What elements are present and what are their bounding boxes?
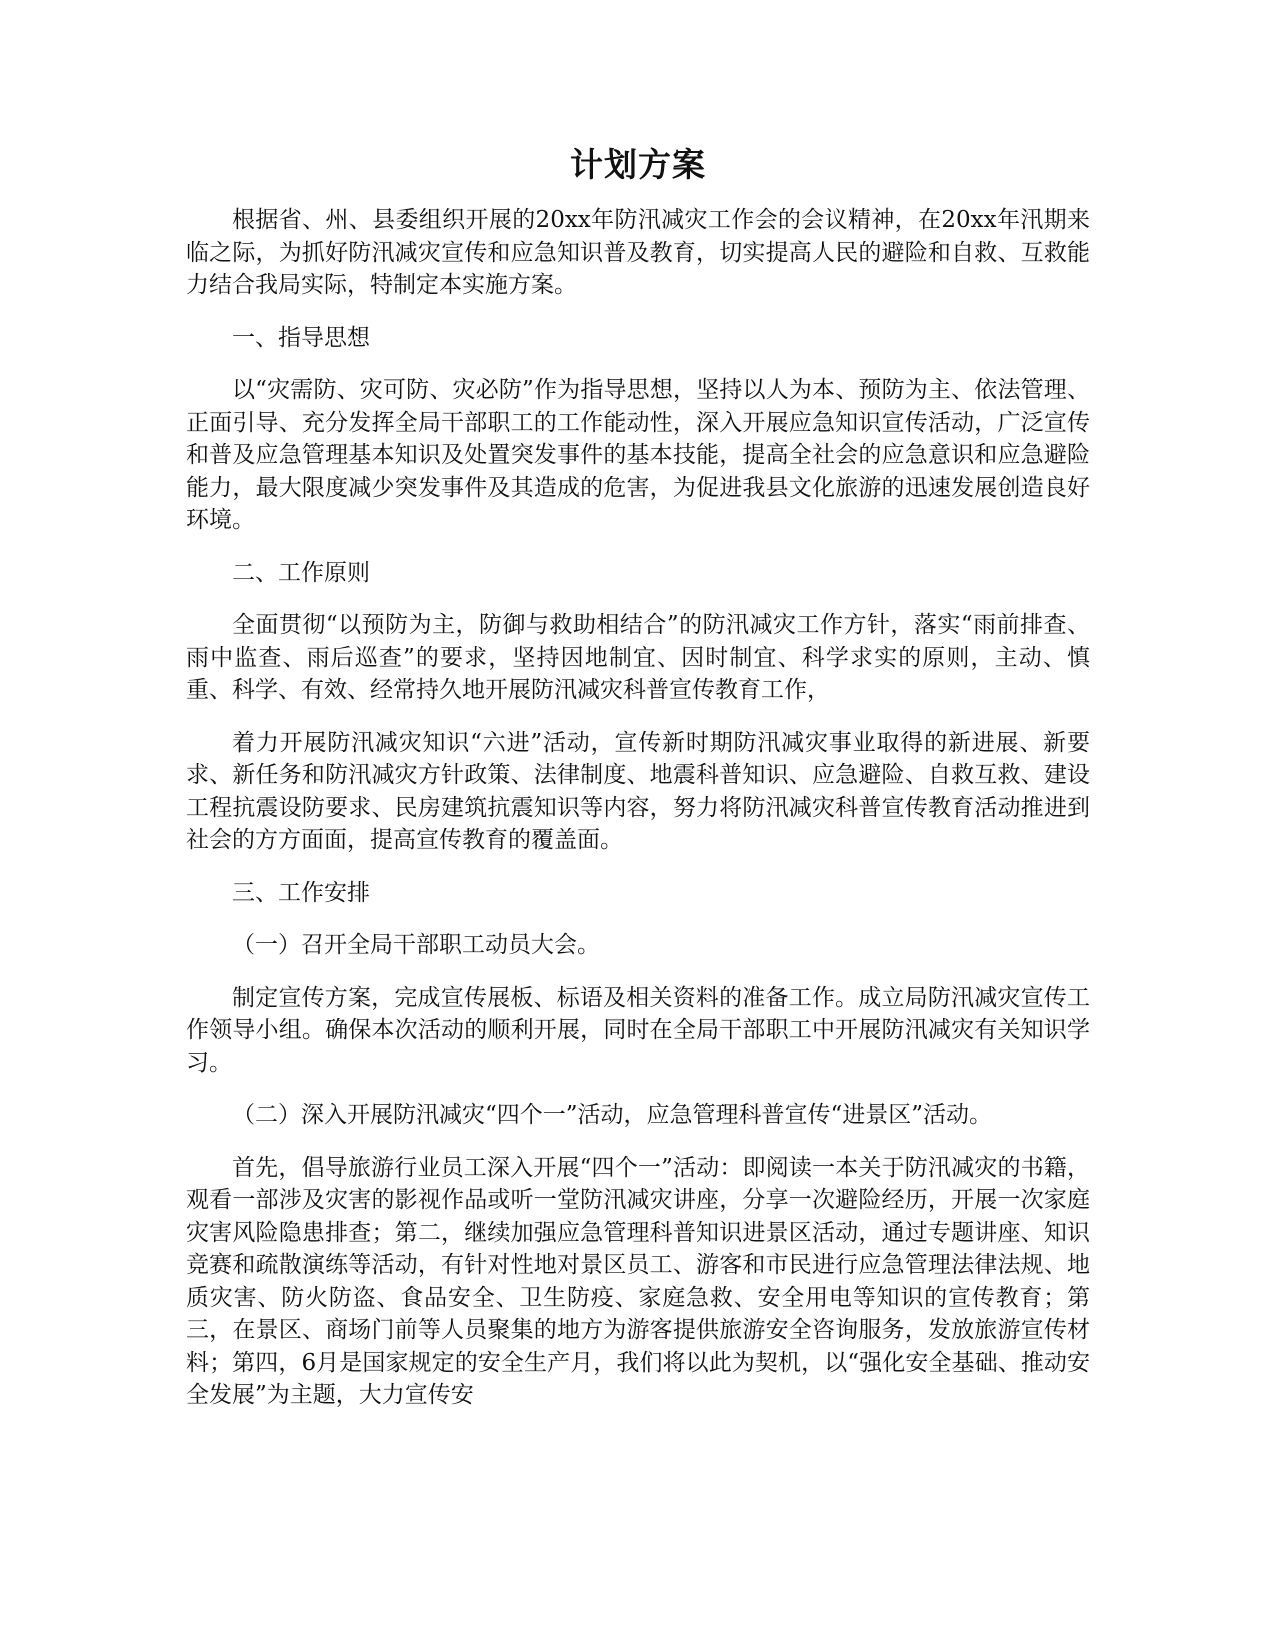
section-heading-work-principles: 二、工作原则 bbox=[232, 559, 370, 586]
work-principles-paragraph-2: 着力开展防汛减灾知识“六进”活动，宣传新时期防汛减灾事业取得的新进展、新要求、新任务和防汛减灾方针政策、法律制度、地震科普知识、应急避险、自救互救、建设工程抗震设防要求、民房建筑抗震知识等内容，努力将防汛减灾科普宣传教育活动推进到社会的方方面面，提高宣传教育的覆盖面。 bbox=[186, 729, 1090, 853]
document-title: 计划方案 bbox=[570, 145, 706, 184]
document-page bbox=[186, 140, 1090, 1432]
four-ones-activity-paragraph: 首先，倡导旅游行业员工深入开展“四个一”活动：即阅读一本关于防汛减灾的书籍，观看一部涉及灾害的影视作品或听一堂防汛减灾讲座，分享一次避险经历，开展一次家庭灾害风险隐患排查；第二，继续加强应急管理科普知识进景区活动，通过专题讲座、知识竞赛和疏散演练等活动，有针对性地对景区员工、游客和市民进行应急管理法律法规、地质灾害、防火防盗、食品安全、卫生防疫、家庭急救、安全用电等知识的宣传教育；第三，在景区、商场门前等人员聚集的地方为游客提供旅游安全咨询服务，发放旅游宣传材料；第四，6月是国家规定的安全生产月，我们将以此为契机，以“强化安全基础、推动安全发展”为主题，大力宣传安 bbox=[186, 1154, 1090, 1408]
mobilization-meeting-paragraph: 制定宣传方案，完成宣传展板、标语及相关资料的准备工作。成立局防汛减灾宣传工作领导小组。确保本次活动的顺利开展，同时在全局干部职工中开展防汛减灾有关知识学习。 bbox=[186, 984, 1090, 1076]
section-heading-work-arrangement: 三、工作安排 bbox=[232, 879, 370, 906]
subsection-heading-mobilization-meeting: （一）召开全局干部职工动员大会。 bbox=[232, 932, 600, 958]
work-principles-paragraph-1: 全面贯彻“以预防为主，防御与救助相结合”的防汛减灾工作方针，落实“雨前排查、雨中监查、雨后巡查”的要求，坚持因地制宜、因时制宜、科学求实的原则，主动、慎重、科学、有效、经常持久地开展防汛减灾科普宣传教育工作， bbox=[186, 612, 1090, 703]
intro-paragraph: 根据省、州、县委组织开展的20xx年防汛减灾工作会的会议精神，在20xx年汛期来临之际，为抓好防汛减灾宣传和应急知识普及教育，切实提高人民的避险和自救、互救能力结合我局实际，特制定本实施方案。 bbox=[186, 207, 1090, 298]
guiding-ideology-paragraph: 以“灾需防、灾可防、灾必防”作为指导思想，坚持以人为本、预防为主、依法管理、正面引导、充分发挥全局干部职工的工作能动性，深入开展应急知识宣传活动，广泛宣传和普及应急管理基本知识及处置突发事件的基本技能，提高全社会的应急意识和应急避险能力，最大限度减少突发事件及其造成的危害，为促进我县文化旅游的迅速发展创造良好环境。 bbox=[186, 377, 1090, 533]
section-heading-guiding-ideology: 一、指导思想 bbox=[232, 324, 370, 351]
subsection-heading-four-ones-activity: （二）深入开展防汛减灾“四个一”活动，应急管理科普宣传“进景区”活动。 bbox=[232, 1102, 993, 1128]
